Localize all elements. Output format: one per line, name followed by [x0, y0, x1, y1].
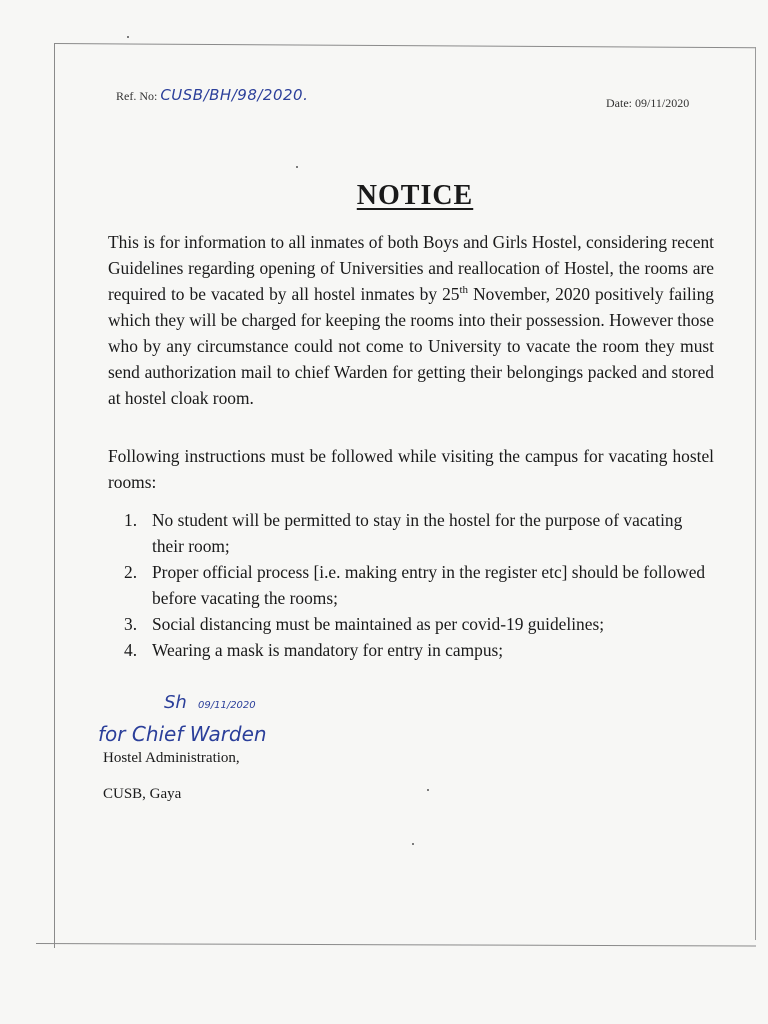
instruction-text: Social distancing must be maintained as per covid-19 guidelines; — [152, 614, 605, 634]
notice-title-text: NOTICE — [356, 180, 474, 211]
issuing-place: CUSB, Gaya — [103, 786, 182, 802]
instruction-text: Proper official process [i.e. making entry in the register etc] should be followed before vacating the rooms; — [152, 562, 706, 608]
issuing-department: Hostel Administration, — [103, 750, 240, 766]
ref-number-handwritten: CUSB/BH/98/2020. — [160, 86, 309, 104]
instructions-intro-paragraph: Following instructions must be followed while visiting the campus for vacating hostel rooms: — [108, 446, 714, 492]
instruction-text: No student will be permitted to stay in the hostel for the purpose of vacating their room; — [152, 510, 683, 556]
page-border-bottom — [36, 943, 756, 947]
page-border-left — [54, 43, 55, 948]
date-superscript: th — [459, 284, 469, 297]
signature-for-chief-warden: for Chief Warden — [98, 722, 267, 746]
instruction-number: 2. — [124, 562, 138, 582]
notice-title — [0, 180, 768, 212]
instruction-item — [124, 611, 716, 637]
instructions-list — [124, 507, 716, 663]
reference-number-line — [116, 86, 308, 104]
instruction-number: 3. — [124, 614, 138, 634]
scan-speck — [127, 36, 129, 38]
instruction-number: 4. — [124, 640, 138, 660]
handwritten-signature — [98, 692, 298, 752]
scan-speck — [427, 789, 429, 791]
instruction-item — [124, 507, 716, 559]
paragraph-text-after-date: November, 2020 positively failing which they will be charged for keeping the rooms into their possession. However those who by any circumstance could not come to University to vacate the room they must send authorization mail to chief Warden for getting their belongings packed and stored at hostel cloak room. — [108, 284, 714, 408]
signature-initials: Sh — [164, 692, 187, 713]
scan-speck — [412, 843, 414, 845]
instruction-text: Wearing a mask is mandatory for entry in campus; — [152, 640, 504, 660]
instruction-item — [124, 559, 716, 611]
ref-label: Ref. No: — [116, 89, 158, 103]
paragraph-text-before-date: This is for information to all inmates of both Boys and Girls Hostel, considering recent Guidelines regarding opening of Universities and reallocation of Hostel, the rooms are required to be vacated by all hostel inmates by 25 — [108, 232, 714, 304]
signature-date: 09/11/2020 — [198, 700, 256, 711]
instruction-item — [124, 637, 716, 663]
instruction-number: 1. — [124, 510, 138, 530]
page-border-top — [55, 43, 755, 48]
notice-paragraph-main — [108, 229, 714, 411]
scan-speck — [296, 166, 298, 168]
notice-date: Date: 09/11/2020 — [606, 96, 690, 110]
